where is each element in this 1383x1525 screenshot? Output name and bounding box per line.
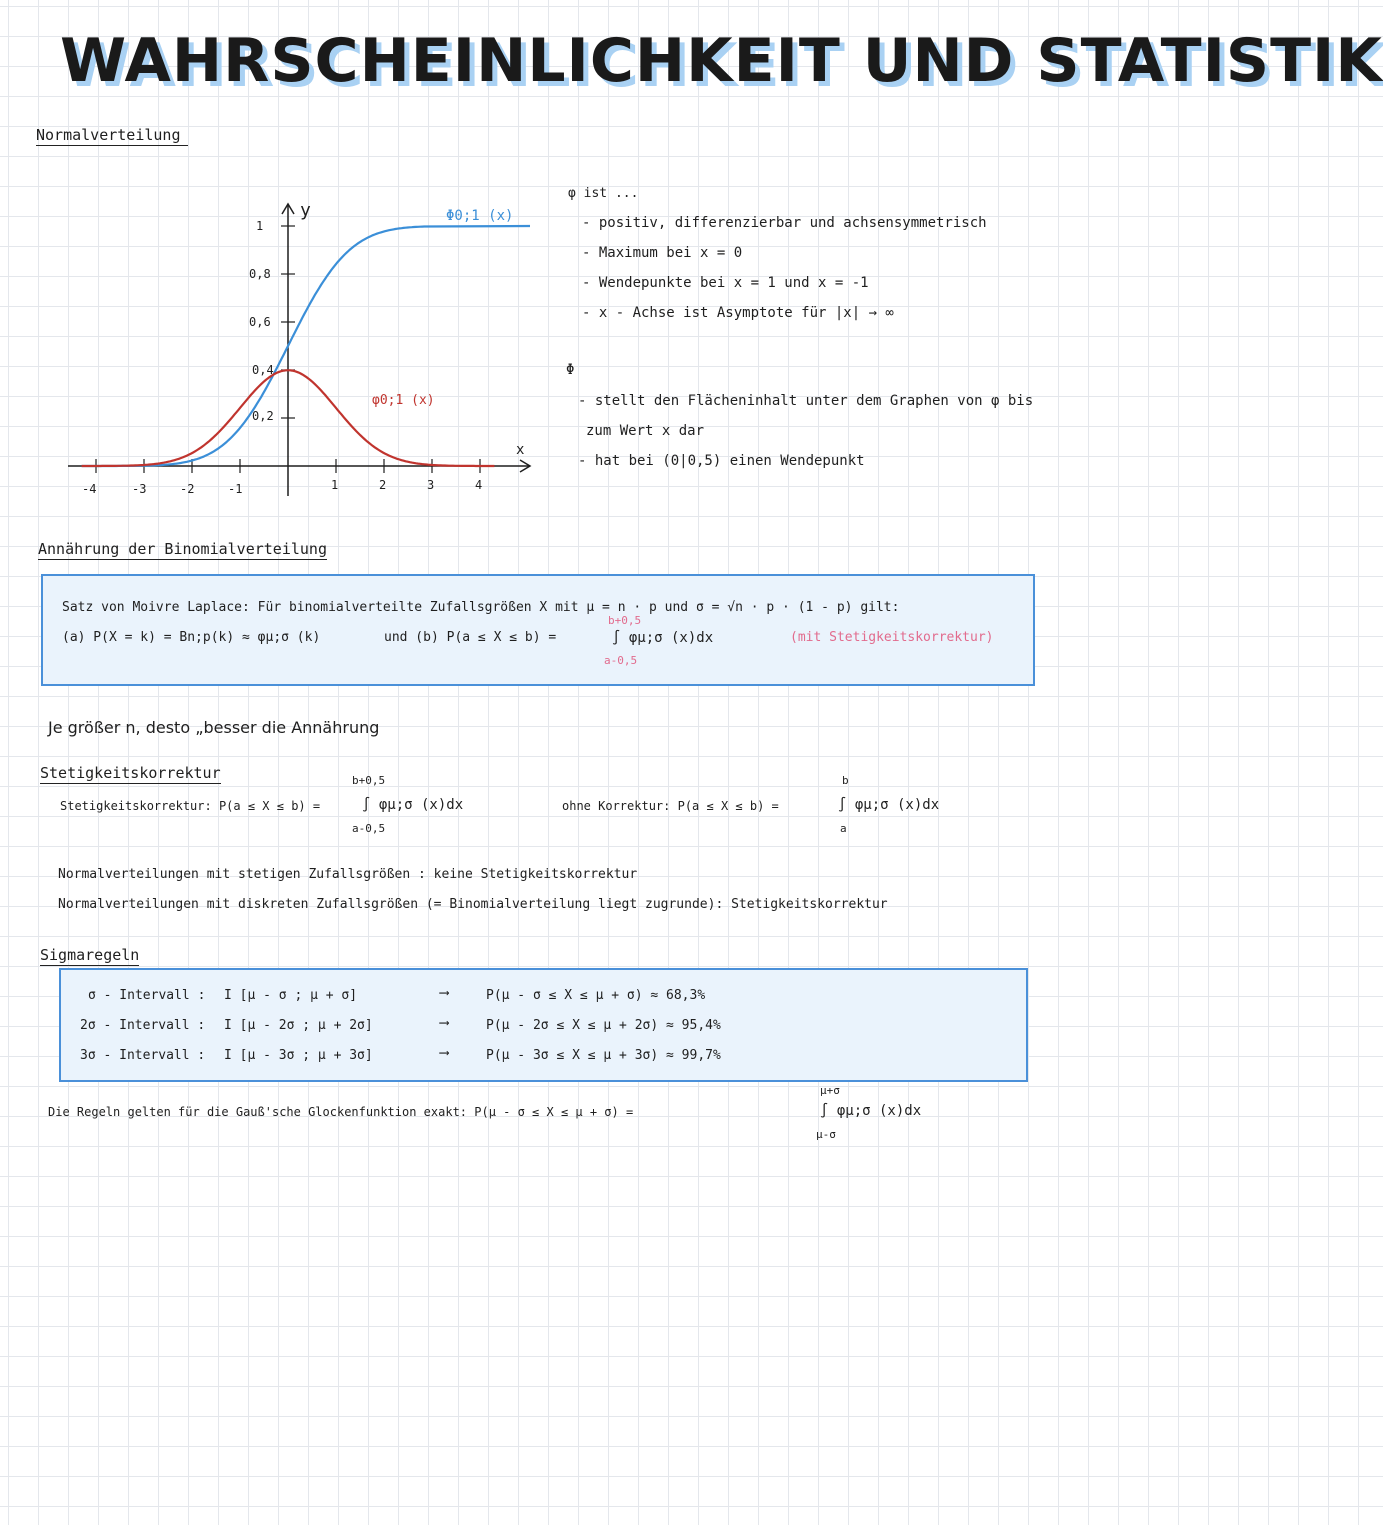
with-correction-upper: b+0,5 <box>352 774 386 787</box>
y-tick-label: 0,8 <box>249 267 271 281</box>
section-heading-sigmaregeln: Sigmaregeln <box>40 946 140 964</box>
with-correction-lower: a-0,5 <box>352 822 386 835</box>
x-tick-label: -4 <box>82 482 97 496</box>
without-correction-upper: b <box>842 774 849 787</box>
x-axis-label: x <box>516 442 525 458</box>
section-heading-annaehrung: Annährung der Binomialverteilung <box>38 540 327 558</box>
Phi-property: zum Wert x dar <box>586 423 705 439</box>
phi-header: φ ist ... <box>568 186 639 201</box>
sigma-interval-name: 2σ - Intervall : <box>80 1018 206 1033</box>
normal-distribution-graph <box>0 180 560 520</box>
without-correction-integral: ∫ φμ;σ (x)dx <box>838 797 940 813</box>
sigma-probability: P(μ - 2σ ≤ X ≤ μ + 2σ) ≈ 95,4% <box>486 1018 721 1033</box>
phi-property: - x - Achse ist Asymptote für |x| → ∞ <box>582 305 894 321</box>
y-tick-label: 0,6 <box>249 315 271 329</box>
Phi-symbol: Φ <box>566 362 575 378</box>
page-title: WAHRSCHEINLICHKEIT UND STATISTIK <box>60 26 1383 96</box>
gauss-integral-upper: μ+σ <box>820 1084 840 1097</box>
integral-expression: ∫ φμ;σ (x)dx <box>612 630 714 646</box>
moivre-laplace-part-b: und (b) P(a ≤ X ≤ b) = <box>384 630 557 645</box>
y-tick-label: 0,4 <box>252 363 274 377</box>
sigma-probability: P(μ - 3σ ≤ X ≤ μ + 3σ) ≈ 99,7% <box>486 1048 721 1063</box>
continuous-note: Normalverteilungen mit stetigen Zufallsgrößen : keine Stetigkeitskorrektur <box>58 867 638 882</box>
sigma-interval: I [μ - 2σ ; μ + 2σ] <box>224 1018 373 1033</box>
phi-property: - Wendepunkte bei x = 1 und x = -1 <box>582 275 869 291</box>
pdf-label: φ0;1 (x) <box>372 393 435 408</box>
integral-lower-bound: a-0,5 <box>604 654 638 667</box>
gauss-integral-lower: μ-σ <box>816 1128 836 1141</box>
grid-axes <box>68 204 530 496</box>
Phi-property: - stellt den Flächeninhalt unter dem Graphen von φ bis <box>578 393 1034 409</box>
Phi-property: - hat bei (0|0,5) einen Wendepunkt <box>578 453 865 469</box>
x-tick-label: -1 <box>228 482 243 496</box>
arrow-icon: ⟶ <box>440 985 449 1001</box>
phi-property: - Maximum bei x = 0 <box>582 245 743 261</box>
x-tick-label: 3 <box>427 478 435 492</box>
x-tick-label: 1 <box>331 478 339 492</box>
arrow-icon: ⟶ <box>440 1015 449 1031</box>
gauss-rule-text: Die Regeln gelten für die Gauß'sche Glockenfunktion exakt: P(μ - σ ≤ X ≤ μ + σ) = <box>48 1105 634 1119</box>
moivre-laplace-theorem: Satz von Moivre Laplace: Für binomialverteilte Zufallsgrößen X mit μ = n · p und σ = √n · p · (1 - p) gilt: <box>62 600 900 615</box>
approximation-remark: Je größer n, desto „besser die Annährung <box>48 718 380 737</box>
phi-property: - positiv, differenzierbar und achsensymmetrisch <box>582 215 987 231</box>
without-correction-lower: a <box>840 822 847 835</box>
sigma-interval: I [μ - σ ; μ + σ] <box>224 988 358 1003</box>
y-tick-label: 1 <box>256 219 264 233</box>
with-correction-label: Stetigkeitskorrektur: P(a ≤ X ≤ b) = <box>60 799 321 813</box>
correction-note: (mit Stetigkeitskorrektur) <box>790 630 994 645</box>
y-axis-label: y <box>300 200 311 221</box>
moivre-laplace-part-a: (a) P(X = k) = Bn;p(k) ≈ φμ;σ (k) <box>62 630 321 645</box>
x-tick-label: -3 <box>132 482 147 496</box>
sigma-interval: I [μ - 3σ ; μ + 3σ] <box>224 1048 373 1063</box>
arrow-icon: ⟶ <box>440 1045 449 1061</box>
x-tick-label: 2 <box>379 478 387 492</box>
cdf-label: Φ0;1 (x) <box>446 208 514 224</box>
y-tick-label: 0,2 <box>252 409 274 423</box>
sigma-interval-name: σ - Intervall : <box>88 988 206 1003</box>
section-heading-normalverteilung: Normalverteilung <box>36 126 188 146</box>
discrete-note: Normalverteilungen mit diskreten Zufallsgrößen (= Binomialverteilung liegt zugrunde): Stetigkeitskorrektur <box>58 897 888 912</box>
with-correction-integral: ∫ φμ;σ (x)dx <box>362 797 464 813</box>
x-tick-label: -2 <box>180 482 195 496</box>
integral-upper-bound: b+0,5 <box>608 614 642 627</box>
gauss-integral: ∫ φμ;σ (x)dx <box>820 1103 922 1119</box>
sigma-interval-name: 3σ - Intervall : <box>80 1048 206 1063</box>
cdf-curve <box>82 226 530 466</box>
section-heading-stetigkeitskorrektur: Stetigkeitskorrektur <box>40 764 221 782</box>
x-tick-label: 4 <box>475 478 483 492</box>
sigma-probability: P(μ - σ ≤ X ≤ μ + σ) ≈ 68,3% <box>486 988 706 1003</box>
without-correction-label: ohne Korrektur: P(a ≤ X ≤ b) = <box>562 799 779 813</box>
